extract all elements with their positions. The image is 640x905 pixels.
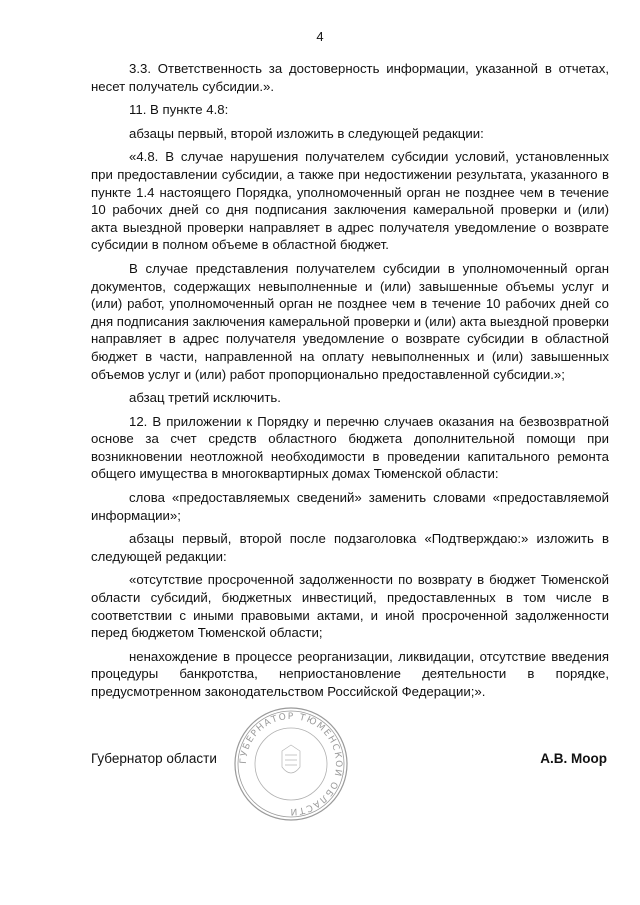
- signature-position: Губернатор области: [91, 751, 217, 766]
- paragraph-confirm-edit: абзацы первый, второй после подзаголовка «Подтверждаю:» изложить в следующей редакции:: [91, 531, 609, 564]
- paragraph-delete-third: абзац третий исключить.: [129, 390, 281, 406]
- paragraph-4-8: «4.8. В случае нарушения получателем субсидии условий, установленных при предоставлении субсидии, а также при недостижении результата, указанного в пункте 1.4 настоящего Порядка, уполномоченный орган не позднее чем в течение 10 рабочих дней со дня подписания заключения камеральной проверки и (или) акта выездной проверки направляет в адрес получателя уведомление о возврате субсидии в полном объеме в областной бюджет.: [91, 149, 609, 253]
- paragraph-3-3: 3.3. Ответственность за достоверность информации, указанной в отчетах, несет получатель субсидии.».: [91, 61, 609, 94]
- seal-text: ГУБЕРНАТОР ТЮМЕНСКОЙ ОБЛАСТИ: [238, 711, 344, 817]
- paragraph-no-debt: «отсутствие просроченной задолженности по возврату в бюджет Тюменской области субсидий, бюджетных инвестиций, предоставленных в том числе в соответствии с иными правовыми актами, и иной просроченной задолженности перед бюджетом Тюменской области;: [91, 572, 609, 641]
- paragraph-4-8-second: В случае представления получателем субсидии в уполномоченный орган документов, содержащих невыполненные и (или) завышенные объемы услуг и (или) работ, уполномоченный орган не позднее чем в течение 10 рабочих дней со дня подписания заключения камеральной проверки и (или) акта выездной проверки направляет в адрес получателя уведомление о возврате субсидии в областной бюджет в части, направленной на оплату невыполненных и (или) завышенных объемов услуг и (или) работ пропорционально предоставленной субсидии.»;: [91, 260, 609, 382]
- page-number: 4: [316, 29, 324, 44]
- document-body: [91, 60, 609, 707]
- paragraph-replace-words: слова «предоставляемых сведений» заменить словами «предоставляемой информации»;: [91, 490, 609, 523]
- paragraph-item-12: 12. В приложении к Порядку и перечню случаев оказания на безвозвратной основе за счет средств областного бюджета дополнительной помощи при возникновении неотложной необходимости в проведении капитального ремонта общего имущества в многоквартирных домах Тюменской области:: [91, 413, 609, 482]
- paragraph-edit-instruction: абзацы первый, второй изложить в следующей редакции:: [129, 125, 484, 141]
- official-seal-icon: [232, 705, 350, 823]
- signature-name: А.В. Моор: [540, 751, 607, 766]
- paragraph-item-11: 11. В пункте 4.8:: [129, 102, 229, 118]
- paragraph-no-reorganization: ненахождение в процессе реорганизации, ликвидации, отсутствие введения процедуры банкротства, неприостановление деятельности в порядке, предусмотренном законодательством Российской Федерации;».: [91, 648, 609, 699]
